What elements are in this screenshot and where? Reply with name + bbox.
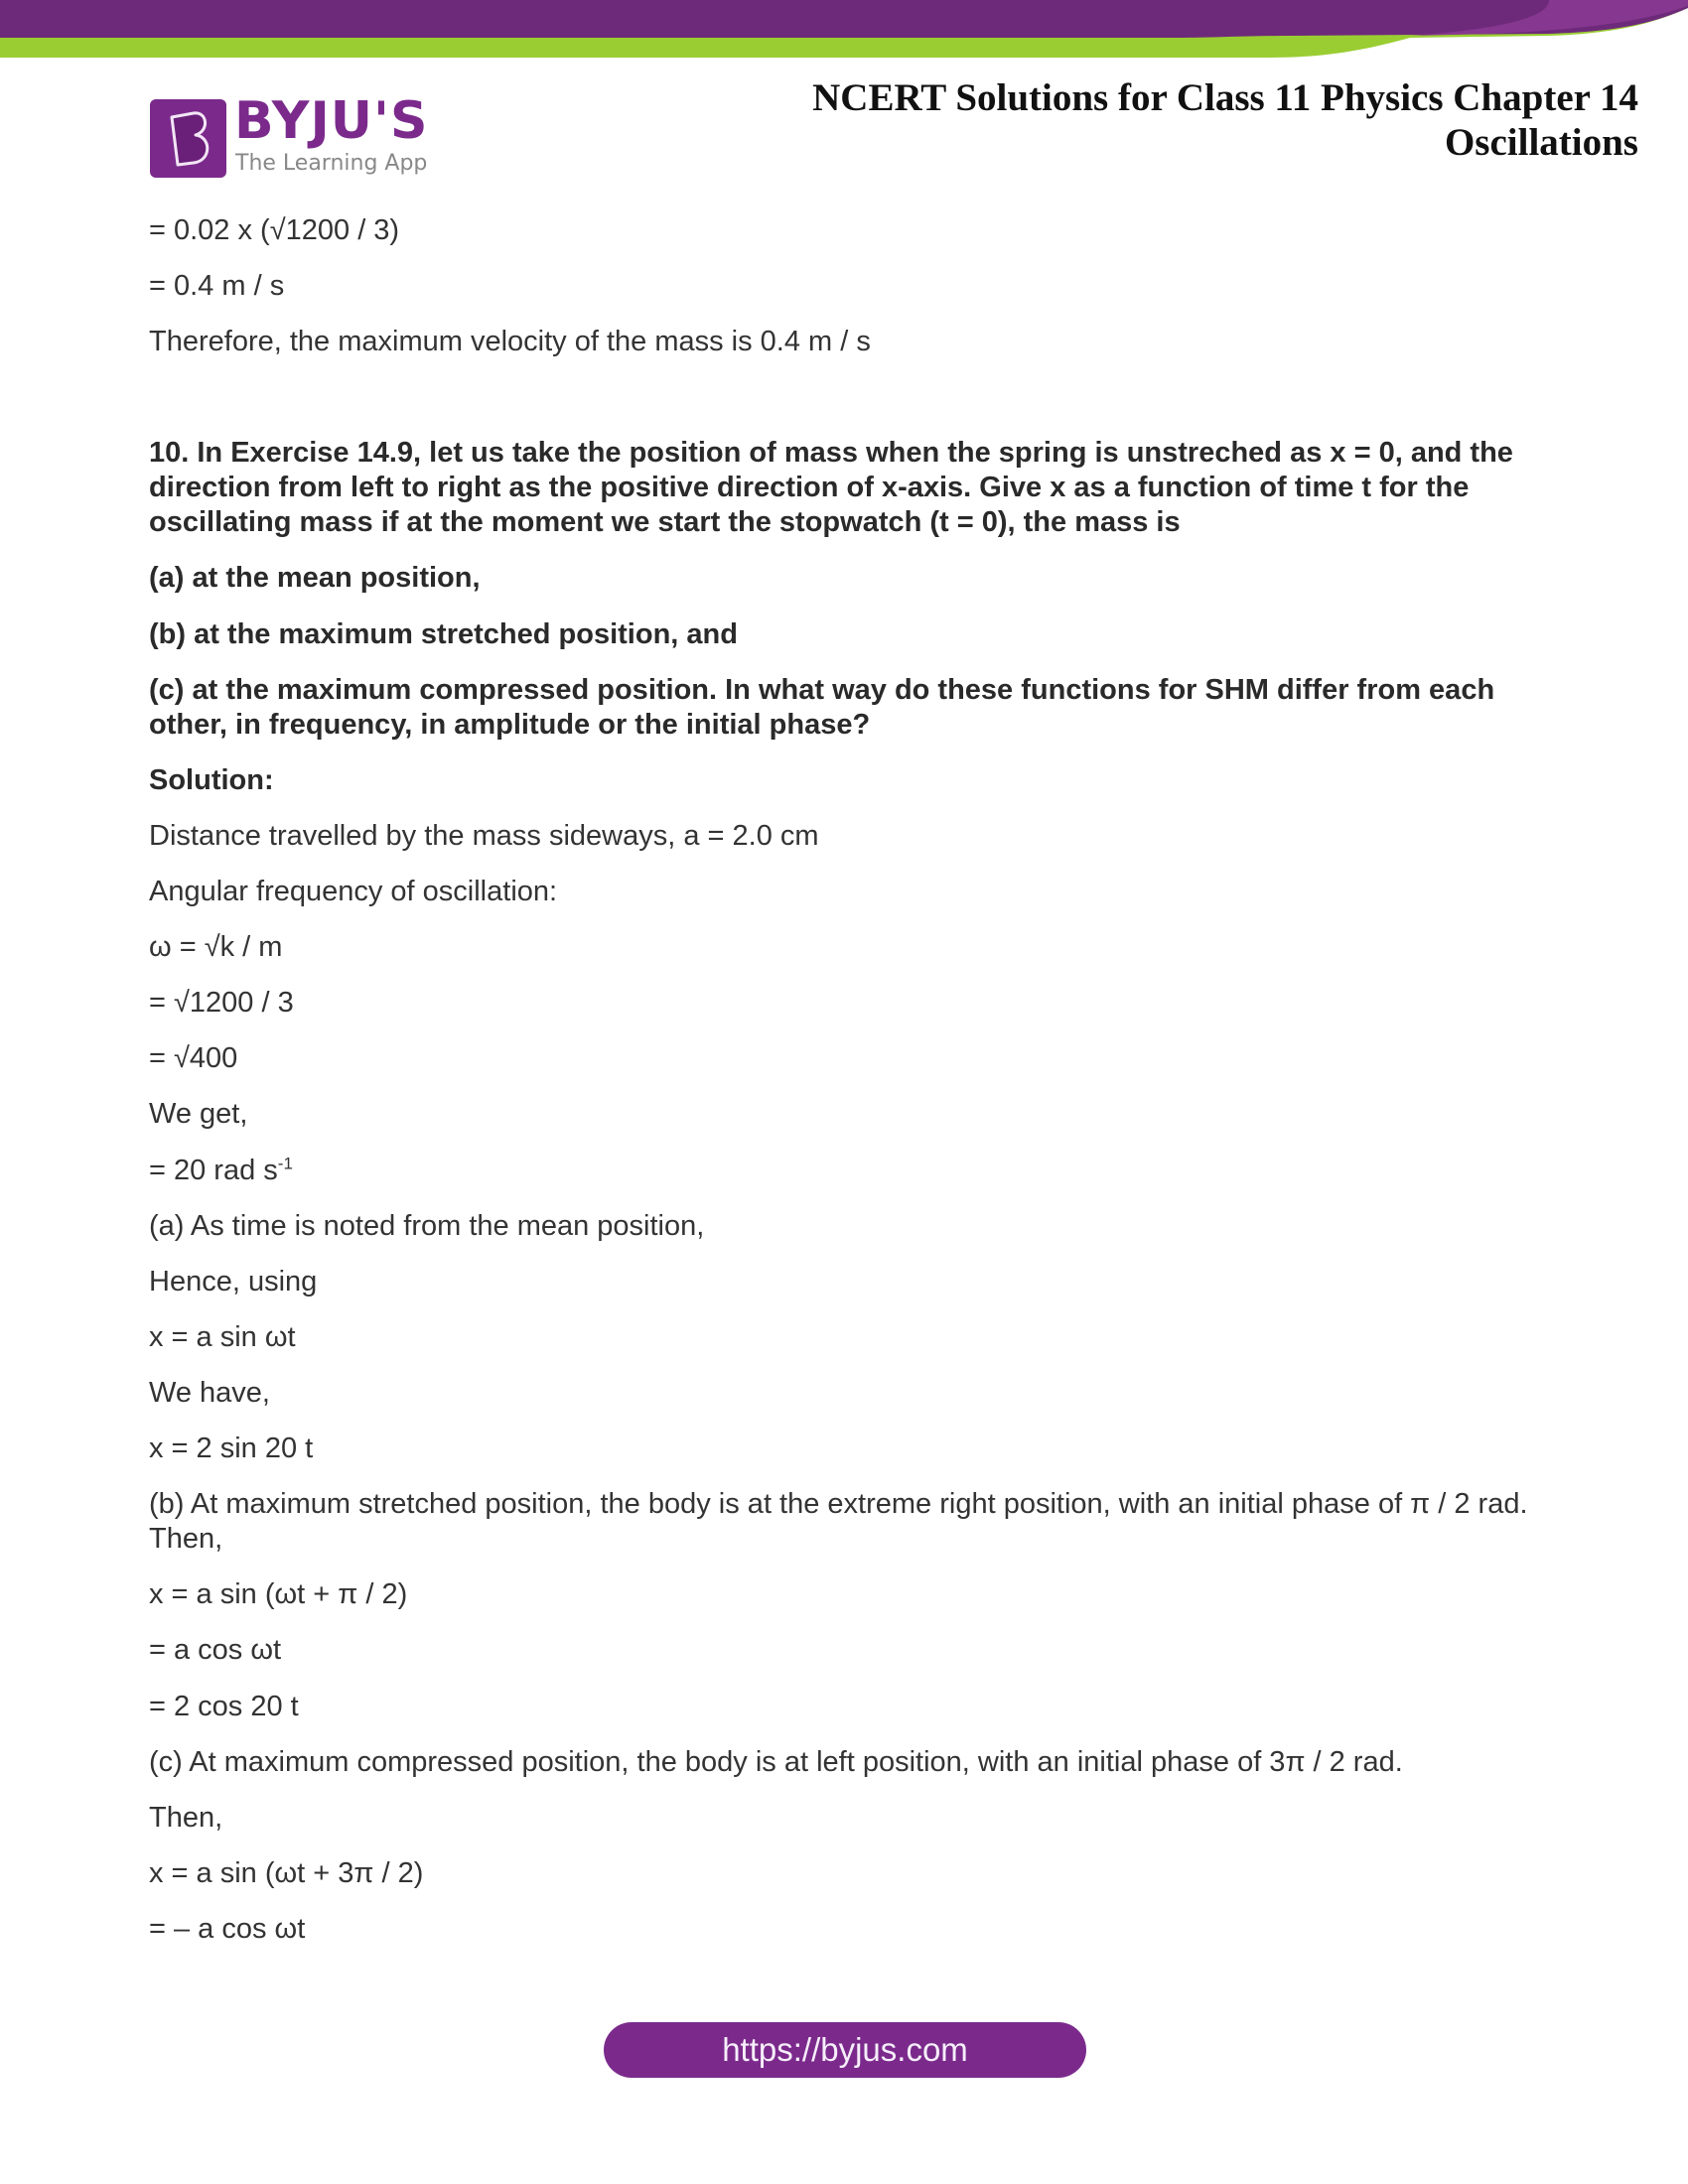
byjus-website-link[interactable]: https://byjus.com: [604, 2022, 1086, 2078]
question-part-c: (c) at the maximum compressed position. In what way do these functions for SHM differ from each other, in frequency, in amplitude or the initial phase?: [149, 674, 1495, 741]
logo-wordmark: BYJU'S: [234, 91, 429, 151]
solution-line: We have,: [149, 1377, 270, 1409]
solution-line: (a) As time is noted from the mean position,: [149, 1210, 705, 1242]
solution-equation: [149, 1154, 1549, 1188]
solution-heading: Solution:: [149, 764, 274, 796]
solution-equation: = 2 cos 20 t: [149, 1691, 299, 1722]
solution-line: (b) At maximum stretched position, the body is at the extreme right position, with an initial phase of π / 2 rad. Then,: [149, 1488, 1528, 1555]
solution-line: Angular frequency of oscillation:: [149, 876, 558, 907]
solution-equation: x = a sin ωt: [149, 1321, 296, 1353]
solution-line: Hence, using: [149, 1266, 318, 1297]
page-title: [812, 75, 1638, 165]
page-title-line2: Oscillations: [1444, 121, 1638, 164]
solution-line: We get,: [149, 1098, 248, 1130]
prev-solution-line: = 0.4 m / s: [149, 270, 285, 302]
question-part-b: (b) at the maximum stretched position, and: [149, 618, 738, 650]
solution-line: Then,: [149, 1802, 223, 1834]
solution-equation: x = a sin (ωt + π / 2): [149, 1578, 408, 1610]
header-banner: [0, 0, 1688, 60]
solution-equation: ω = √k / m: [149, 931, 283, 963]
question-part-a: (a) at the mean position,: [149, 562, 481, 594]
unit-exponent: -1: [277, 1154, 293, 1173]
solution-equation: = √1200 / 3: [149, 987, 294, 1019]
logo-tagline: The Learning App: [235, 151, 428, 176]
question-10-text: 10. In Exercise 14.9, let us take the position of mass when the spring is unstreched as x = 0, and the direction from left to right as the positive direction of x-axis. Give x as a function of time t for the oscillating mass if at the moment we start the stopwatch (t = 0), the mass is: [149, 437, 1513, 538]
solution-line: Distance travelled by the mass sideways, a = 2.0 cm: [149, 820, 819, 852]
solution-equation: = √400: [149, 1042, 238, 1074]
byjus-b-logo-icon: [150, 99, 226, 178]
omega-value: = 20 rad s: [149, 1155, 278, 1186]
solution-equation: x = a sin (ωt + 3π / 2): [149, 1857, 424, 1889]
prev-solution-line: = 0.02 x (√1200 / 3): [149, 214, 400, 246]
solution-equation: = a cos ωt: [149, 1634, 282, 1666]
byjus-logo: [149, 91, 437, 208]
prev-solution-conclusion: Therefore, the maximum velocity of the mass is 0.4 m / s: [149, 326, 871, 357]
solution-equation: x = 2 sin 20 t: [149, 1433, 314, 1464]
solution-equation: = – a cos ωt: [149, 1913, 306, 1945]
page-title-line1: NCERT Solutions for Class 11 Physics Chapter 14: [812, 76, 1638, 119]
solution-line: (c) At maximum compressed position, the body is at left position, with an initial phase of 3π / 2 rad.: [149, 1746, 1403, 1778]
